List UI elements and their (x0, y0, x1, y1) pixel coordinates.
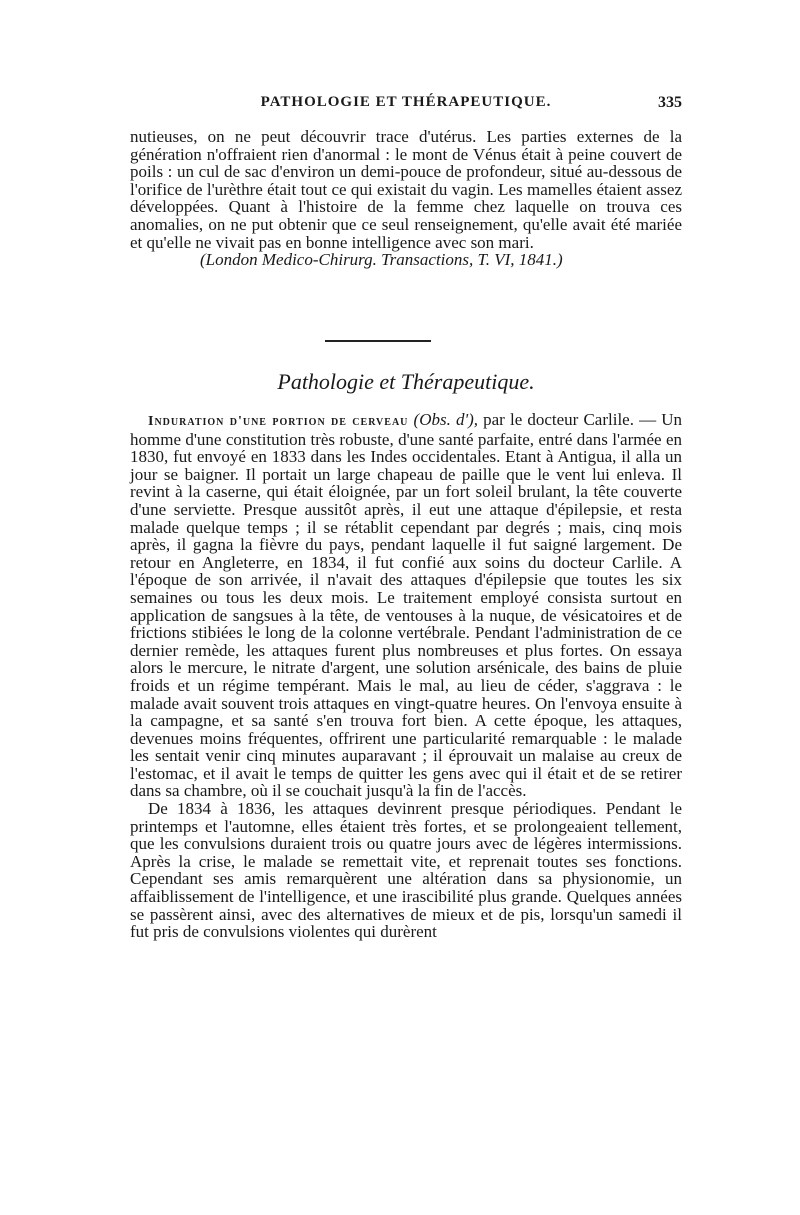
running-head-title: PATHOLOGIE ET THÉRAPEUTIQUE. (260, 94, 552, 110)
observation-paragraph (130, 411, 682, 800)
paragraph-continued: nutieuses, on ne peut découvrir trace d'utérus. Les parties externes de la génération n'offraient rien d'anormal : le mont de Vénus était à peine couvert de poils : un cul de sac d'environ un demi-pouce de profondeur, situé au-dessous de l'orifice de l'urèthre était tout ce qui existait du vagin. Les mamelles étaient assez développées. Quant à l'histoire de la femme chez laquelle on trouva ces anomalies, on ne put obtenir que ce seul renseignement, qu'elle avait été mariée et qu'elle ne vivait pas en bonne intelligence avec son mari. (130, 127, 682, 252)
text-block-main (130, 411, 682, 941)
text-block-top (130, 128, 682, 269)
source-citation: (London Medico-Chirurg. Transactions, T. VI, 1841.) (200, 250, 563, 270)
section-divider (325, 340, 431, 342)
section-title: Pathologie et Thérapeutique. (277, 369, 535, 394)
observation-body: par le docteur Carlile. — Un homme d'une constitution très robuste, d'une santé parfaite, entré dans l'armée en 1830, fut envoyé en 1833 dans les Indes occidentales. Etant à Antigua, il alla un jour se baigner. Il portait un large chapeau de paille que le vent lui enleva. Il revint à la caserne, qui était éloignée, par un fort soleil brulant, la tête couverte d'une serviette. Presque aussitôt après, il eut une attaque d'épilepsie, et resta malade quelque temps ; il se rétablit cependant par degrés ; mais, cinq mois après, il gagna la fièvre du pays, pendant laquelle il fut saigné largement. De retour en Angleterre, en 1834, il fut confié aux soins du docteur Carlile. A l'époque de son arrivée, il n'avait des attaques d'épilepsie que toutes les six semaines ou tous les deux mois. Le traitement employé consista surtout en application de sangsues à la tête, de ventouses à la nuque, de vésicatoires et de frictions stibiées le long de la colonne vertébrale. Pendant l'administration de ce dernier remède, les attaques furent plus nombreuses et plus fortes. On essaya alors le mercure, le nitrate d'argent, une solution arsénicale, des bains de pluie froids et un régime tempérant. Mais le mal, au lieu de céder, s'aggrava : le malade avait souvent trois attaques en vingt-quatre heures. On l'envoya ensuite à la campagne, et sa santé s'en trouva fort bien. A cette époque, les attaques, devenues moins fréquentes, offrirent une particularité remarquable : le malade les sentait venir cinq minutes auparavant ; il éprouvait un malaise au creux de l'estomac, et il avait le temps de quitter les gens avec qui il était et de se retirer dans sa chambre, où il se couchait jusqu'à la fin de l'accès. (130, 410, 682, 801)
page-number: 335 (658, 94, 682, 111)
running-head (130, 94, 682, 118)
observation-heading: Induration d'une portion de cerveau (148, 414, 409, 429)
observation-reference: (Obs. d'), (413, 410, 479, 429)
paragraph-second: De 1834 à 1836, les attaques devinrent presque périodiques. Pendant le printemps et l'automne, elles étaient très fortes, et se prolongeaient tellement, que les convulsions duraient trois ou quatre jours avec de légères intermissions. Après la crise, le malade se remettait vite, et reprenait toutes ses fonctions. Cependant ses amis remarquèrent une altération dans sa physionomie, un affaiblissement de l'intelligence, et une irascibilité plus grande. Quelques années se passèrent ainsi, avec des alternatives de mieux et de pis, lorsqu'un samedi il fut pris de convulsions violentes qui durèrent (130, 799, 682, 942)
